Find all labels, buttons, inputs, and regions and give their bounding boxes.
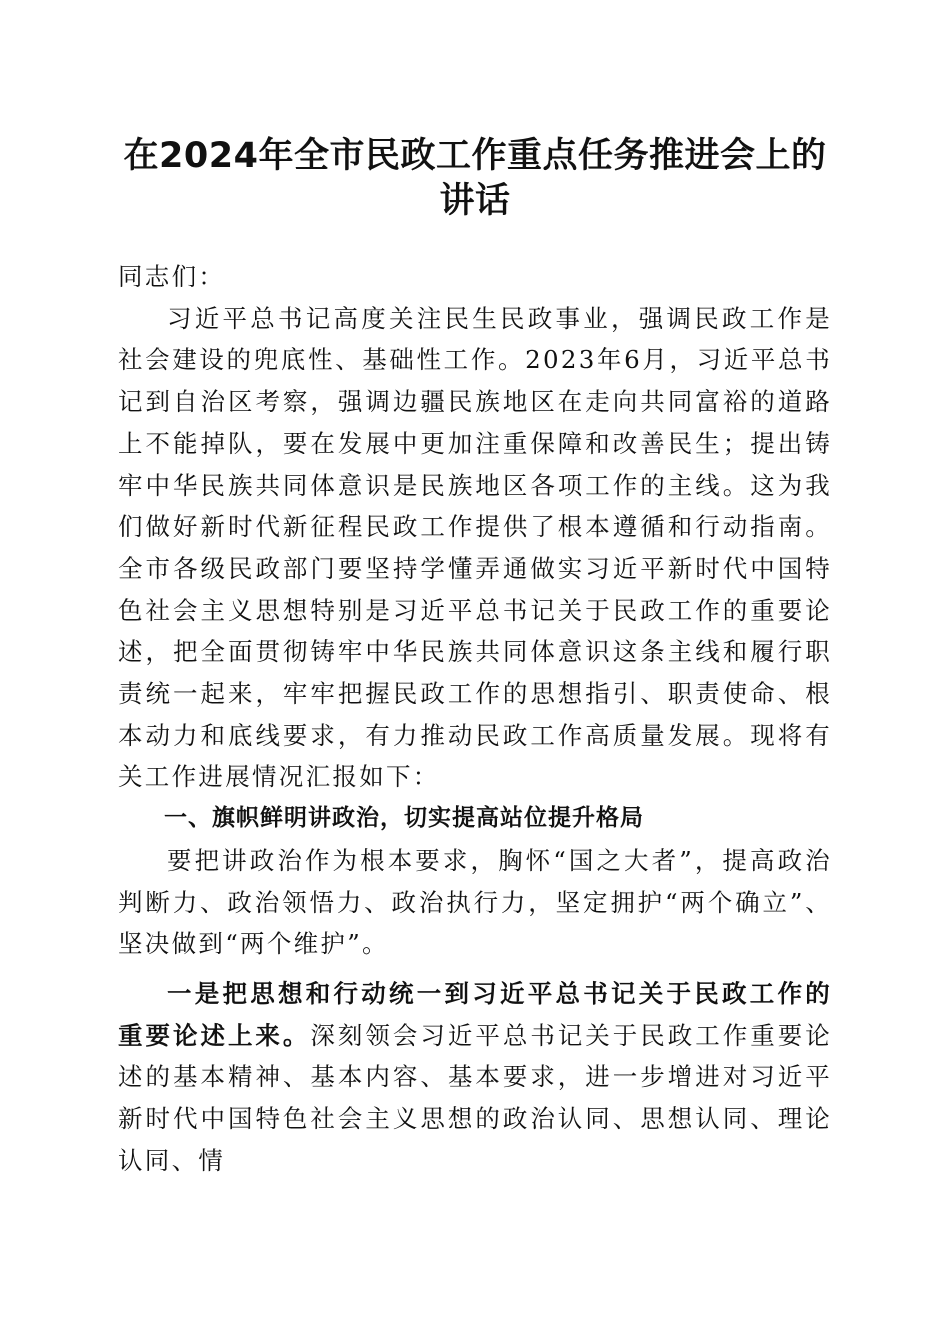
section-heading: 一、旗帜鲜明讲政治，切实提高站位提升格局 <box>164 805 644 832</box>
point-one-body: 深刻领会习近平总书记关于民政工作重要论述的基本精神、基本内容、基本要求，进一步增进对习近平新时代中国特色社会主义思想的政治认同、思想认同、理论认同、情 <box>118 1020 832 1175</box>
point-one-lead: 一是把思想和行动统一到习近平总书记关于民政工作的重要论述上来。 <box>118 978 832 1050</box>
title-line-2: 讲话 <box>439 181 511 221</box>
point-one-paragraph <box>118 973 832 1182</box>
section-paragraph: 要把讲政治作为根本要求，胸怀“国之大者”，提高政治判断力、政治领悟力、政治执行力，坚定拥护“两个确立”、坚决做到“两个维护”。 <box>118 845 832 959</box>
salutation: 同志们： <box>118 262 226 291</box>
document-title <box>100 134 850 224</box>
document-body <box>118 256 832 1181</box>
title-line-1: 在2024年全市民政工作重点任务推进会上的 <box>123 136 827 176</box>
intro-paragraph: 习近平总书记高度关注民生民政事业，强调民政工作是社会建设的兜底性、基础性工作。2023年6月，习近平总书记到自治区考察，强调边疆民族地区在走向共同富裕的道路上不能掉队，要在发展中更加注重保障和改善民生；提出铸牢中华民族共同体意识是民族地区各项工作的主线。这为我们做好新时代新征程民政工作提供了根本遵循和行动指南。全市各级民政部门要坚持学懂弄通做实习近平新时代中国特色社会主义思想特别是习近平总书记关于民政工作的重要论述，把全面贯彻铸牢中华民族共同体意识这条主线和履行职责统一起来，牢牢把握民政工作的思想指引、职责使命、根本动力和底线要求，有力推动民政工作高质量发展。现将有关工作进展情况汇报如下： <box>118 303 832 792</box>
paragraph-spacer <box>118 965 832 973</box>
